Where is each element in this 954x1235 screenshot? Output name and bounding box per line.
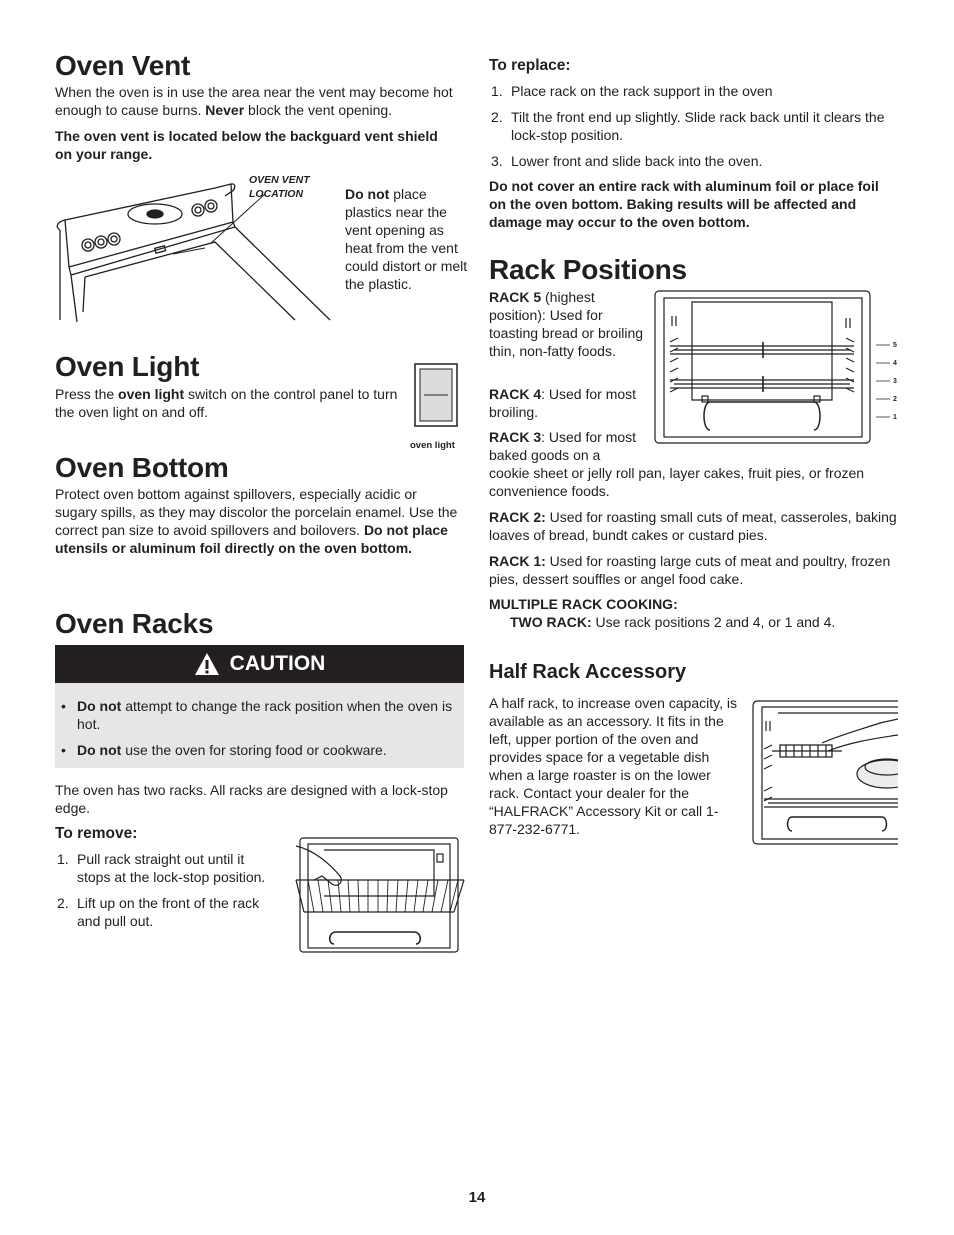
oven-vent-side-note — [345, 185, 470, 293]
two-rack-label: TWO RACK: — [510, 614, 592, 630]
caution-item: • Do not attempt to change the rack position when the oven is hot. — [61, 698, 453, 732]
remove-step-number: 1. — [57, 851, 69, 867]
rack-position-label: 1 — [893, 414, 897, 421]
oven-light-switch-icon — [414, 363, 458, 427]
caution-item-bold: Do not — [77, 742, 122, 758]
remove-step-text: Lift up on the front of the rack and pull out. — [77, 895, 260, 929]
caution-body — [55, 683, 464, 768]
remove-step-number: 2. — [57, 895, 69, 911]
replace-step — [489, 82, 899, 100]
replace-step-text: Place rack on the rack support in the oven — [511, 83, 773, 99]
half-rack-text: A half rack, to increase oven capacity, is available as an accessory. It fits in the left, upper portion of the oven and provides space for a vegetable dish when a large roaster is on the lower rack. Contact your dealer for the “HALFRACK” Accessory Kit or call 1-877-232-6771. — [489, 695, 737, 837]
rack2-text — [489, 508, 899, 544]
oven-vent-heading: Oven Vent — [55, 50, 191, 81]
caution-bar — [55, 645, 464, 683]
half-rack-illustration — [752, 699, 898, 845]
rack5-label: RACK 5 — [489, 289, 542, 305]
oven-light-text-2: switch on the control panel to turn the oven light on and off. — [55, 386, 398, 420]
oven-light-switch-label: oven light — [410, 440, 455, 451]
caution-item: • Do not use the oven for storing food or cookware. — [61, 742, 387, 758]
rack-position-label: 4 — [893, 360, 897, 367]
rack-positions-illustration — [654, 290, 900, 445]
oven-light-heading: Oven Light — [55, 351, 200, 382]
warning-triangle-icon — [194, 652, 220, 676]
oven-bottom-text-normal: Protect oven bottom against spillovers, especially acidic or sugary spills, as they may discolor the porcelain enamel. Use the correct pan size to avoid spillovers and boilovers. — [55, 486, 458, 538]
oven-vent-intro-text-2: block the vent opening. — [244, 102, 393, 118]
multiple-rack-heading: MULTIPLE RACK COOKING: — [489, 596, 678, 612]
remove-steps — [55, 850, 277, 938]
caution-item-text: attempt to change the rack position when the oven is hot. — [77, 698, 453, 732]
rack1-label: RACK 1: — [489, 553, 546, 569]
replace-step-number: 3. — [491, 153, 503, 169]
to-remove-heading: To remove: — [55, 825, 138, 842]
oven-vent-location-caption: OVEN VENT LOCATION — [249, 174, 310, 200]
to-replace-heading: To replace: — [489, 57, 571, 74]
caution-item-bold: Do not — [77, 698, 122, 714]
rack4-desc: : Used for most broiling. — [489, 386, 637, 420]
side-note-do-not: Do not — [345, 186, 390, 202]
replace-step-text: Lower front and slide back into the oven. — [511, 153, 763, 169]
rack5-desc: (highest position): Used for toasting bread or broiling thin, non-fatty foods. — [489, 289, 644, 359]
replace-step-text: Tilt the front end up slightly. Slide rack back until it clears the lock-stop position. — [511, 109, 885, 143]
rack2-label: RACK 2: — [489, 509, 546, 525]
rack-positions-heading: Rack Positions — [489, 254, 687, 285]
remove-step — [55, 850, 277, 886]
rack1-desc: Used for roasting large cuts of meat and poultry, frozen pies, dessert souffles or angel food cake. — [489, 553, 891, 587]
caution-item-text: use the oven for storing food or cookware. — [121, 742, 387, 758]
rack2-desc: Used for roasting small cuts of meat, casseroles, baking loaves of bread, bundt cakes or custard pies. — [489, 509, 897, 543]
replace-steps — [489, 82, 899, 178]
rack3-text-b: cookie sheet or jelly roll pan, layer cakes, fruit pies, or frozen convenience foods. — [489, 465, 865, 499]
two-rack-text — [510, 613, 910, 631]
remove-rack-illustration — [294, 836, 466, 954]
page-number: 14 — [468, 1189, 486, 1206]
oven-light-text-bold: oven light — [118, 386, 185, 402]
replace-step-number: 2. — [491, 109, 503, 125]
oven-bottom-text — [55, 485, 460, 557]
rack4-label: RACK 4 — [489, 386, 542, 402]
rack5-text — [489, 288, 644, 360]
half-rack-heading: Half Rack Accessory — [489, 661, 687, 683]
oven-racks-heading: Oven Racks — [55, 608, 214, 639]
foil-warning: Do not cover an entire rack with aluminum foil or place foil on the oven bottom. Baking results will be affected and damage may occur to the oven bottom. — [489, 178, 879, 230]
oven-light-text — [55, 385, 400, 421]
replace-step — [489, 108, 899, 144]
oven-vent-intro-text-1: When the oven is in use the area near the vent may become hot enough to cause burns. — [55, 84, 453, 118]
side-note-text: place plastics near the vent opening as heat from the vent could distort or melt the plastic. — [345, 186, 468, 292]
replace-step — [489, 152, 899, 170]
remove-step — [55, 894, 277, 930]
rack-position-label: 2 — [893, 396, 897, 403]
oven-vent-intro — [55, 83, 465, 119]
rack1-text — [489, 552, 899, 588]
caution-panel — [55, 645, 464, 768]
oven-racks-intro: The oven has two racks. All racks are designed with a lock-stop edge. — [55, 782, 448, 816]
replace-step-number: 1. — [491, 83, 503, 99]
rack4-text — [489, 385, 644, 421]
oven-vent-intro-never: Never — [205, 102, 245, 118]
rack-position-label: 3 — [893, 378, 897, 385]
remove-step-text: Pull rack straight out until it stops at the lock-stop position. — [77, 851, 266, 885]
rack3-text-a — [489, 428, 649, 464]
oven-bottom-text-bold: Do not place utensils or aluminum foil directly on the oven bottom. — [55, 522, 448, 556]
oven-bottom-heading: Oven Bottom — [55, 452, 229, 483]
two-rack-desc: Use rack positions 2 and 4, or 1 and 4. — [591, 614, 836, 630]
rack3-label: RACK 3 — [489, 429, 542, 445]
rack3-desc-a: : Used for most baked goods on a — [489, 429, 637, 463]
oven-vent-location-note: The oven vent is located below the backguard vent shield on your range. — [55, 128, 438, 162]
caution-label: CAUTION — [229, 652, 326, 675]
rack-position-label: 5 — [893, 342, 897, 349]
oven-light-text-1: Press the — [55, 386, 119, 402]
caution-list — [55, 697, 456, 759]
